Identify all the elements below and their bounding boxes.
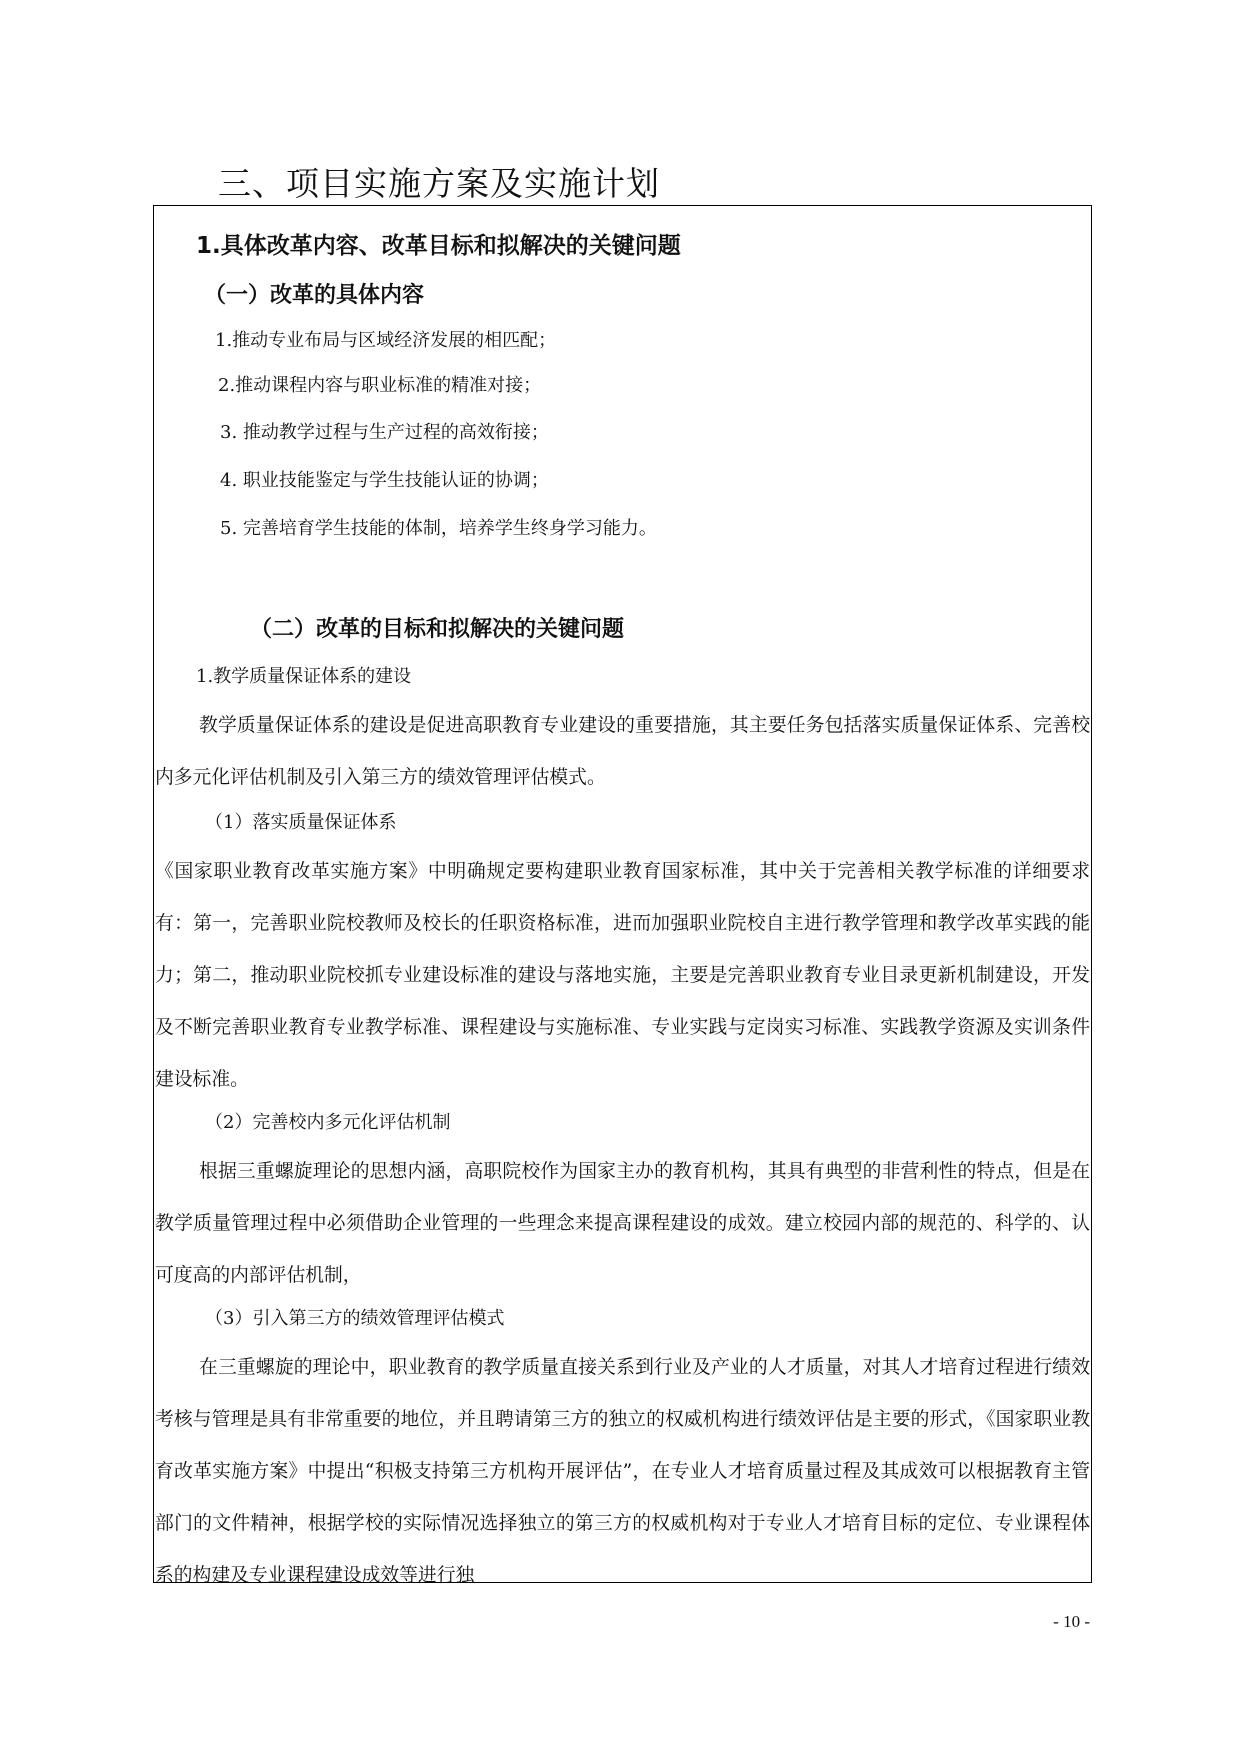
- content-item: 1.推动专业布局与区域经济发展的相匹配；: [215, 330, 557, 351]
- main-heading: 1.具体改革内容、改革目标和拟解决的关键问题: [196, 233, 681, 259]
- item-text: 在三重螺旋的理论中，职业教育的教学质量直接关系到行业及产业的人才质量，对其人才培育过程进行绩效考核与管理是具有非常重要的地位，并且聘请第三方的独立的权威机构进行绩效评估是主要的形式，《国家职业教育改革实施方案》中提出“积极支持第三方机构开展评估”，在专业人才培育质量过程及其成效可以根据教育主管部门的文件精神，根据学校的实际情况选择独立的第三方的权威机构对于专业人才培育目标的定位、专业课程体系的构建及专业课程建设成效等进行独: [155, 1357, 1090, 1586]
- item-text: 根据三重螺旋理论的思想内涵，高职院校作为国家主办的教育机构，其具有典型的非营利性的特点，但是在教学质量管理过程中必须借助企业管理的一些理念来提高课程建设的成效。建立校园内部的规范的、科学的、认可度高的内部评估机制，: [155, 1161, 1090, 1286]
- page-title: 三、项目实施方案及实施计划: [218, 164, 660, 203]
- item-title: （3）引入第三方的绩效管理评估模式: [205, 1308, 505, 1329]
- sub-heading-contents: （一）改革的具体内容: [204, 283, 425, 308]
- item-title: （1）落实质量保证体系: [205, 812, 397, 833]
- sub-heading-goals: （二）改革的目标和拟解决的关键问题: [250, 617, 625, 642]
- point-title: 1.教学质量保证体系的建设: [196, 666, 412, 687]
- item-text: 《国家职业教育改革实施方案》中明确规定要构建职业教育国家标准，其中关于完善相关教学标准的详细要求有：第一，完善职业院校教师及校长的任职资格标准，进而加强职业院校自主进行教学管理和教学改革实践的能力；第二，推动职业院校抓专业建设标准的建设与落地实施，主要是完善职业教育专业目录更新机制建设，开发及不断完善职业教育专业教学标准、课程建设与实施标准、专业实践与定岗实习标准、实践教学资源及实训条件建设标准。: [155, 861, 1090, 1090]
- content-item: 3. 推动教学过程与生产过程的高效衔接；: [220, 422, 549, 443]
- content-item: 4. 职业技能鉴定与学生技能认证的协调；: [220, 470, 549, 491]
- item-title: （2）完善校内多元化评估机制: [205, 1112, 451, 1133]
- point-intro: 教学质量保证体系的建设是促进高职教育专业建设的重要措施，其主要任务包括落实质量保证体系、完善校内多元化评估机制及引入第三方的绩效管理评估模式。: [155, 715, 1090, 788]
- content-item: 2.推动课程内容与职业标准的精准对接；: [218, 375, 542, 396]
- content-item: 5. 完善培育学生技能的体制，培养学生终身学习能力。: [220, 518, 657, 539]
- page-number: - 10 -: [1053, 1612, 1090, 1631]
